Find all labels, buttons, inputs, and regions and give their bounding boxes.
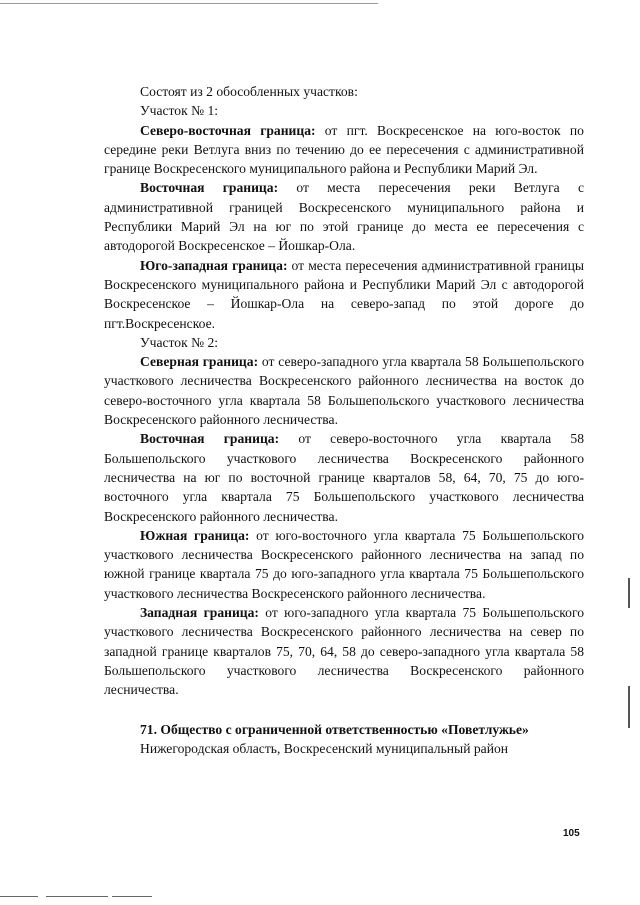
organization-location: Нижегородская область, Воскресенский муниципальный район bbox=[140, 740, 509, 756]
section-title: Участок № 2: bbox=[140, 334, 219, 350]
border-paragraph bbox=[104, 352, 584, 429]
scan-edge-line bbox=[0, 3, 378, 4]
page-number: 105 bbox=[563, 828, 580, 839]
border-label: Юго-западная граница: bbox=[140, 257, 288, 273]
border-text: от места пересечения реки Ветлуга с административной границей Воскресенского муниципального района и Республики Марий Эл на юг по этой границе до места ее пересечения с автодорогой Воскресенское – Йошкар-Ола. bbox=[104, 180, 584, 254]
scan-bottom-mark bbox=[46, 896, 108, 897]
border-label: Восточная граница: bbox=[140, 180, 279, 196]
organization-heading: 71. Общество с ограниченной ответственностью «Поветлужье» bbox=[140, 721, 529, 737]
border-label: Восточная граница: bbox=[140, 431, 280, 447]
border-text: от места пересечения административной границы Воскресенского муниципального района и Республики Марий Эл с автодорогой Воскресенское – Йошкар-Ола на северо-запад по этой дороге до пгт.Воскресенское. bbox=[104, 257, 584, 331]
scan-margin-mark bbox=[628, 686, 630, 728]
border-paragraph bbox=[104, 603, 584, 699]
border-text: от северо-западного угла квартала 58 Большепольского участкового лесничества Воскресенского районного лесничества на восток до северо-восточного угла квартала 58 Большепольского участкового лесничества Воскресенского районного лесничества. bbox=[104, 354, 584, 428]
border-text: от пгт. Воскресенское на юго-восток по середине реки Ветлуга вниз по течению до ее пересечения с административной границе Воскресенского муниципального района и Республики Марий Эл. bbox=[104, 122, 584, 177]
border-text: от северо-восточного угла квартала 58 Большепольского участкового лесничества Воскресенского районного лесничества на юг по восточной границе кварталов 58, 64, 70, 75 до юго-восточного угла квартала 75 Большепольского участкового лесничества Воскресенского районного лесничества. bbox=[104, 431, 584, 524]
border-paragraph bbox=[104, 526, 584, 603]
border-text: от юго-западного угла квартала 75 Большепольского участкового лесничества Воскресенского районного лесничества на север по западной границе кварталов 75, 70, 64, 58 до северо-западного угла квартала 58 Большепольского участкового лесничества Воскресенского районного лесничества. bbox=[104, 605, 584, 698]
document-body bbox=[104, 82, 584, 758]
border-label: Северо-восточная граница: bbox=[140, 122, 316, 138]
border-label: Северная граница: bbox=[140, 354, 259, 370]
border-label: Западная граница: bbox=[140, 605, 259, 621]
intro-line: Состоят из 2 обособленных участков: bbox=[140, 84, 358, 99]
scan-bottom-mark bbox=[112, 896, 152, 897]
border-paragraph bbox=[104, 121, 584, 179]
border-label: Южная граница: bbox=[140, 527, 250, 543]
border-paragraph bbox=[104, 178, 584, 255]
scan-bottom-mark bbox=[0, 896, 38, 897]
border-paragraph bbox=[104, 256, 584, 333]
scan-margin-mark bbox=[628, 578, 630, 608]
border-paragraph bbox=[104, 429, 584, 525]
section-title: Участок № 1: bbox=[140, 103, 219, 119]
border-text: от юго-восточного угла квартала 75 Большепольского участкового лесничества Воскресенского районного лесничества на запад по южной границе квартала 75 до юго-западного угла квартала 75 Большепольского участкового лесничества Воскресенского районного лесничества. bbox=[104, 527, 584, 601]
